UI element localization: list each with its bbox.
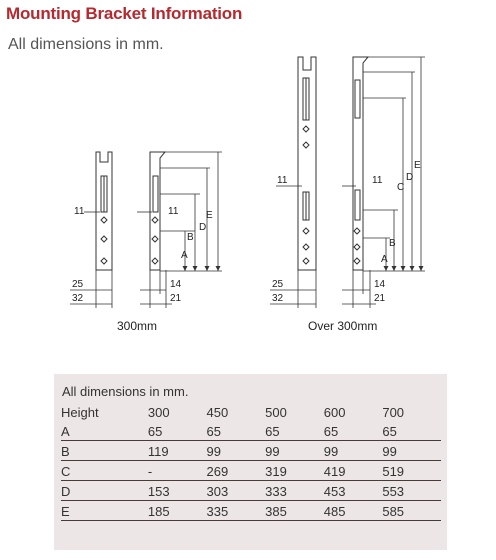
dim-B-label: B	[187, 232, 194, 243]
table-cell: -	[148, 461, 207, 481]
dim-11-side-label: 11	[168, 206, 179, 217]
header-cell: 500	[265, 404, 287, 420]
table-cell: 65	[148, 421, 207, 441]
table-cell: 419	[324, 461, 383, 481]
table-row	[61, 461, 441, 481]
table-cell: 269	[207, 461, 266, 481]
table-cell: 519	[382, 461, 441, 481]
table-cell: 319	[265, 461, 324, 481]
row-label-cell: A	[61, 421, 148, 441]
caption-300mm: 300mm	[117, 319, 158, 333]
table-cell: 65	[207, 421, 266, 441]
dim-D-label: D	[199, 222, 207, 233]
dim-32-label: 32	[272, 293, 284, 304]
table-row	[61, 481, 441, 501]
row-label-cell: D	[61, 481, 148, 501]
caption-over-300mm: Over 300mm	[308, 319, 378, 333]
dim-C-label: C	[397, 182, 405, 193]
header-cell: 300	[147, 404, 170, 420]
header-cell: 450	[206, 404, 229, 420]
dimensions-table	[61, 402, 441, 521]
table-cell: 65	[265, 421, 324, 441]
dim-11-front-label: 11	[277, 175, 288, 186]
table-cell: 585	[382, 501, 441, 521]
table-cell: 303	[207, 481, 266, 501]
dim-25-label: 25	[72, 279, 84, 290]
page-title: Mounting Bracket Information	[6, 4, 243, 23]
dim-11-front-label: 11	[74, 206, 85, 217]
bracket-300-side	[150, 152, 165, 270]
table-cell: 65	[324, 421, 383, 441]
dim-21-label: 21	[170, 293, 182, 304]
table-cell: 65	[382, 421, 441, 441]
bracket-300-front	[96, 152, 112, 270]
table-header-row	[61, 402, 441, 421]
table-cell: 99	[324, 441, 383, 461]
dim-D-label: D	[406, 172, 414, 183]
header-label-cell: Height	[61, 404, 99, 420]
table-cell: 453	[324, 481, 383, 501]
row-label-cell: E	[61, 501, 148, 521]
table-cell: 335	[207, 501, 266, 521]
header-cell: 600	[323, 404, 346, 420]
table-cell: 185	[148, 501, 207, 521]
dim-11-side-label: 11	[372, 175, 383, 186]
dim-21-label: 21	[374, 293, 386, 304]
table-cell: 119	[148, 441, 207, 461]
dim-32-label: 32	[72, 293, 84, 304]
table-cell: 153	[148, 481, 207, 501]
table-cell: 333	[265, 481, 324, 501]
row-label-cell: B	[61, 441, 148, 461]
dim-25-label: 25	[272, 279, 284, 290]
dim-E-label: E	[206, 210, 213, 221]
dim-14-label: 14	[374, 279, 386, 290]
dim-14-label: 14	[170, 279, 182, 290]
table-cell: 99	[207, 441, 266, 461]
dim-B-label: B	[389, 238, 396, 249]
table-cell: 99	[382, 441, 441, 461]
table-cell: 385	[265, 501, 324, 521]
row-label-cell: C	[61, 461, 148, 481]
table-row	[61, 421, 441, 441]
header-cell: 700	[382, 404, 405, 420]
table-note: All dimensions in mm.	[62, 384, 189, 399]
table-cell: 553	[382, 481, 441, 501]
table-row	[61, 441, 441, 461]
table-cell: 99	[265, 441, 324, 461]
bracket-over300-front	[298, 57, 316, 270]
page-subtitle: All dimensions in mm.	[8, 36, 164, 53]
dim-A-label: A	[381, 254, 388, 265]
dimensions-table-panel	[54, 374, 447, 550]
dim-E-label: E	[414, 160, 421, 171]
table-cell: 485	[324, 501, 383, 521]
dim-A-label: A	[181, 250, 188, 261]
table-row	[61, 501, 441, 521]
